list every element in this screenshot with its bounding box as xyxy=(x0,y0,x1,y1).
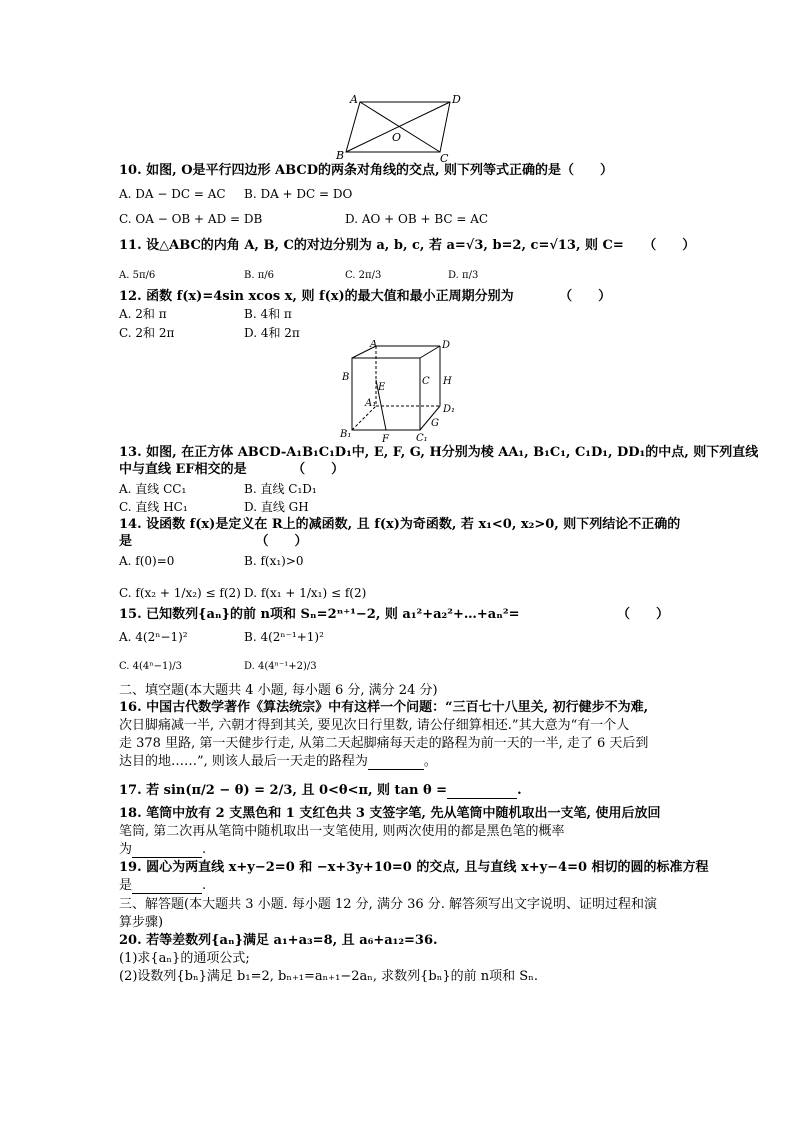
q10-option-c: C. OA − OB + AD = DB xyxy=(119,212,263,226)
cube-label-A: A xyxy=(370,340,378,350)
q10-option-a: A. DA − DC = AC xyxy=(119,187,226,201)
q20-part2: (2)设数列{bₙ}满足 b₁=2, bₙ₊₁=aₙ₊₁−2aₙ, 求数列{bₙ}的前 n项和 Sₙ. xyxy=(119,969,538,984)
q18-answer-blank[interactable] xyxy=(132,845,202,858)
q12-option-d: D. 4和 2π xyxy=(244,326,300,340)
q14-option-d: D. f(x₁ + 1/x₁) ≤ f(2) xyxy=(244,586,367,600)
cube-label-C1: C₁ xyxy=(416,433,428,444)
q19-line2 xyxy=(119,878,206,894)
q14-option-a: A. f(0)=0 xyxy=(119,554,175,568)
label-D: D xyxy=(452,93,461,106)
q16-line4-text: 达目的地……”, 则该人最后一天走的路程为 xyxy=(119,754,368,769)
q14-option-c: C. f(x₂ + 1/x₂) ≤ f(2) xyxy=(119,586,241,600)
q11-option-b: B. π/6 xyxy=(244,270,275,281)
cube-label-C: C xyxy=(422,376,430,387)
cube-label-B1: B₁ xyxy=(340,429,352,440)
q17-answer-blank[interactable] xyxy=(447,786,517,799)
q18-line1: 18. 笔筒中放有 2 支黑色和 1 支红色共 3 支签字笔, 先从笔筒中随机取出一支笔, 使用后放回 xyxy=(119,806,661,821)
q12-option-a: A. 2和 π xyxy=(119,307,167,321)
q15-option-a: A. 4(2ⁿ−1)² xyxy=(119,630,188,644)
q15-stem: 15. 已知数列{aₙ}的前 n项和 Sₙ=2ⁿ⁺¹−2, 则 a₁²+a₂²+…+aₙ²= （ ） xyxy=(119,607,669,622)
q13-stem-line2: 中与直线 EF相交的是 （ ） xyxy=(119,462,345,477)
q18-line2: 笔筒, 第二次再从笔筒中随机取出一支笔使用, 则两次使用的都是黑色笔的概率 xyxy=(119,824,565,839)
q19-line1: 19. 圆心为两直线 x+y−2=0 和 −x+3y+10=0 的交点, 且与直线 x+y−4=0 相切的圆的标准方程 xyxy=(119,860,709,875)
q14-stem-line2: 是 （ ） xyxy=(119,534,308,549)
q12-option-c: C. 2和 2π xyxy=(119,326,175,340)
q19-end: . xyxy=(202,878,207,893)
cube-label-D1: D₁ xyxy=(443,404,456,415)
cube-figure xyxy=(336,340,466,445)
q16-answer-blank[interactable] xyxy=(368,757,424,770)
q12-stem: 12. 函数 f(x)=4sin xcos x, 则 f(x)的最大值和最小正周期分别为 （ ） xyxy=(119,289,612,304)
label-B: B xyxy=(336,149,345,162)
q15-option-b: B. 4(2ⁿ⁻¹+1)² xyxy=(244,630,324,644)
q15-option-c: C. 4(4ⁿ−1)/3 xyxy=(119,661,182,672)
q13-option-d: D. 直线 GH xyxy=(244,500,309,514)
q10-stem: 10. 如图, O是平行四边形 ABCD的两条对角线的交点, 则下列等式正确的是（ ） xyxy=(119,163,614,178)
q10-option-d: D. AO + OB + BC = AC xyxy=(345,212,489,226)
q16-line4 xyxy=(119,754,437,770)
q14-stem-line1: 14. 设函数 f(x)是定义在 R上的减函数, 且 f(x)为奇函数, 若 x₁<0, x₂>0, 则下列结论不正确的 xyxy=(119,517,681,532)
q12-option-b: B. 4和 π xyxy=(244,307,292,321)
q16-end: 。 xyxy=(423,754,437,769)
label-C: C xyxy=(440,152,449,164)
q15-option-d: D. 4(4ⁿ⁻¹+2)/3 xyxy=(244,661,317,672)
q16-line2: 次日脚痛减一半, 六朝才得到其关, 要见次日行里数, 请公仔细算相还.”其大意为“有一个人 xyxy=(119,718,630,733)
q14-option-b: B. f(x₁)>0 xyxy=(244,554,304,568)
q13-option-b: B. 直线 C₁D₁ xyxy=(244,482,317,496)
q13-option-c: C. 直线 HC₁ xyxy=(119,500,188,514)
q19-line2-text: 是 xyxy=(119,878,133,893)
q17-end: . xyxy=(517,783,522,798)
section-solve-heading-line2: 算步骤) xyxy=(119,915,164,930)
cube-label-F: F xyxy=(382,434,389,445)
q17-stem xyxy=(119,783,522,799)
cube-label-H: H xyxy=(443,376,452,387)
label-A: A xyxy=(350,93,358,106)
q10-option-b: B. DA + DC = DO xyxy=(244,187,353,201)
q11-option-a: A. 5π/6 xyxy=(119,270,156,281)
q19-answer-blank[interactable] xyxy=(132,881,202,894)
cube-label-G: G xyxy=(431,418,439,429)
q13-stem-line1: 13. 如图, 在正方体 ABCD-A₁B₁C₁D₁中, E, F, G, H分别为棱 AA₁, B₁C₁, C₁D₁, DD₁的中点, 则下列直线 xyxy=(119,445,759,460)
parallelogram-figure xyxy=(330,92,470,164)
q11-option-d: D. π/3 xyxy=(448,270,479,281)
q11-option-c: C. 2π/3 xyxy=(345,270,382,281)
section-solve-heading-line1: 三、解答题(本大题共 3 小题. 每小题 12 分, 满分 36 分. 解答须写出文字说明、证明过程和演 xyxy=(119,897,658,912)
q17-text: 17. 若 sin(π/2 − θ) = 2/3, 且 0<θ<π, 则 tan θ = xyxy=(119,783,448,798)
cube-label-B: B xyxy=(342,372,350,383)
q16-line3: 走 378 里路, 第一天健步行走, 从第二天起脚痛每天走的路程为前一天的一半, 走了 6 天后到 xyxy=(119,736,649,751)
label-O: O xyxy=(392,131,402,144)
cube-label-A1: A₁ xyxy=(365,398,377,409)
q18-line3 xyxy=(119,842,206,858)
q18-line3-text: 为 xyxy=(119,842,133,857)
cube-label-E: E xyxy=(378,382,386,393)
q20-part1: (1)求{aₙ}的通项公式; xyxy=(119,951,250,966)
section-fill-in-heading: 二、填空题(本大题共 4 小题, 每小题 6 分, 满分 24 分) xyxy=(119,683,438,698)
q13-option-a: A. 直线 CC₁ xyxy=(119,482,187,496)
q18-end: . xyxy=(202,842,207,857)
q16-line1: 16. 中国古代数学著作《算法统宗》中有这样一个问题：“三百七十八里关, 初行健步不为难, xyxy=(119,700,649,715)
q20-stem: 20. 若等差数列{aₙ}满足 a₁+a₃=8, 且 a₆+a₁₂=36. xyxy=(119,933,438,948)
cube-label-D: D xyxy=(442,340,451,351)
q11-stem: 11. 设△ABC的内角 A, B, C的对边分别为 a, b, c, 若 a=√3, b=2, c=√13, 则 C= （ ） xyxy=(119,238,696,253)
